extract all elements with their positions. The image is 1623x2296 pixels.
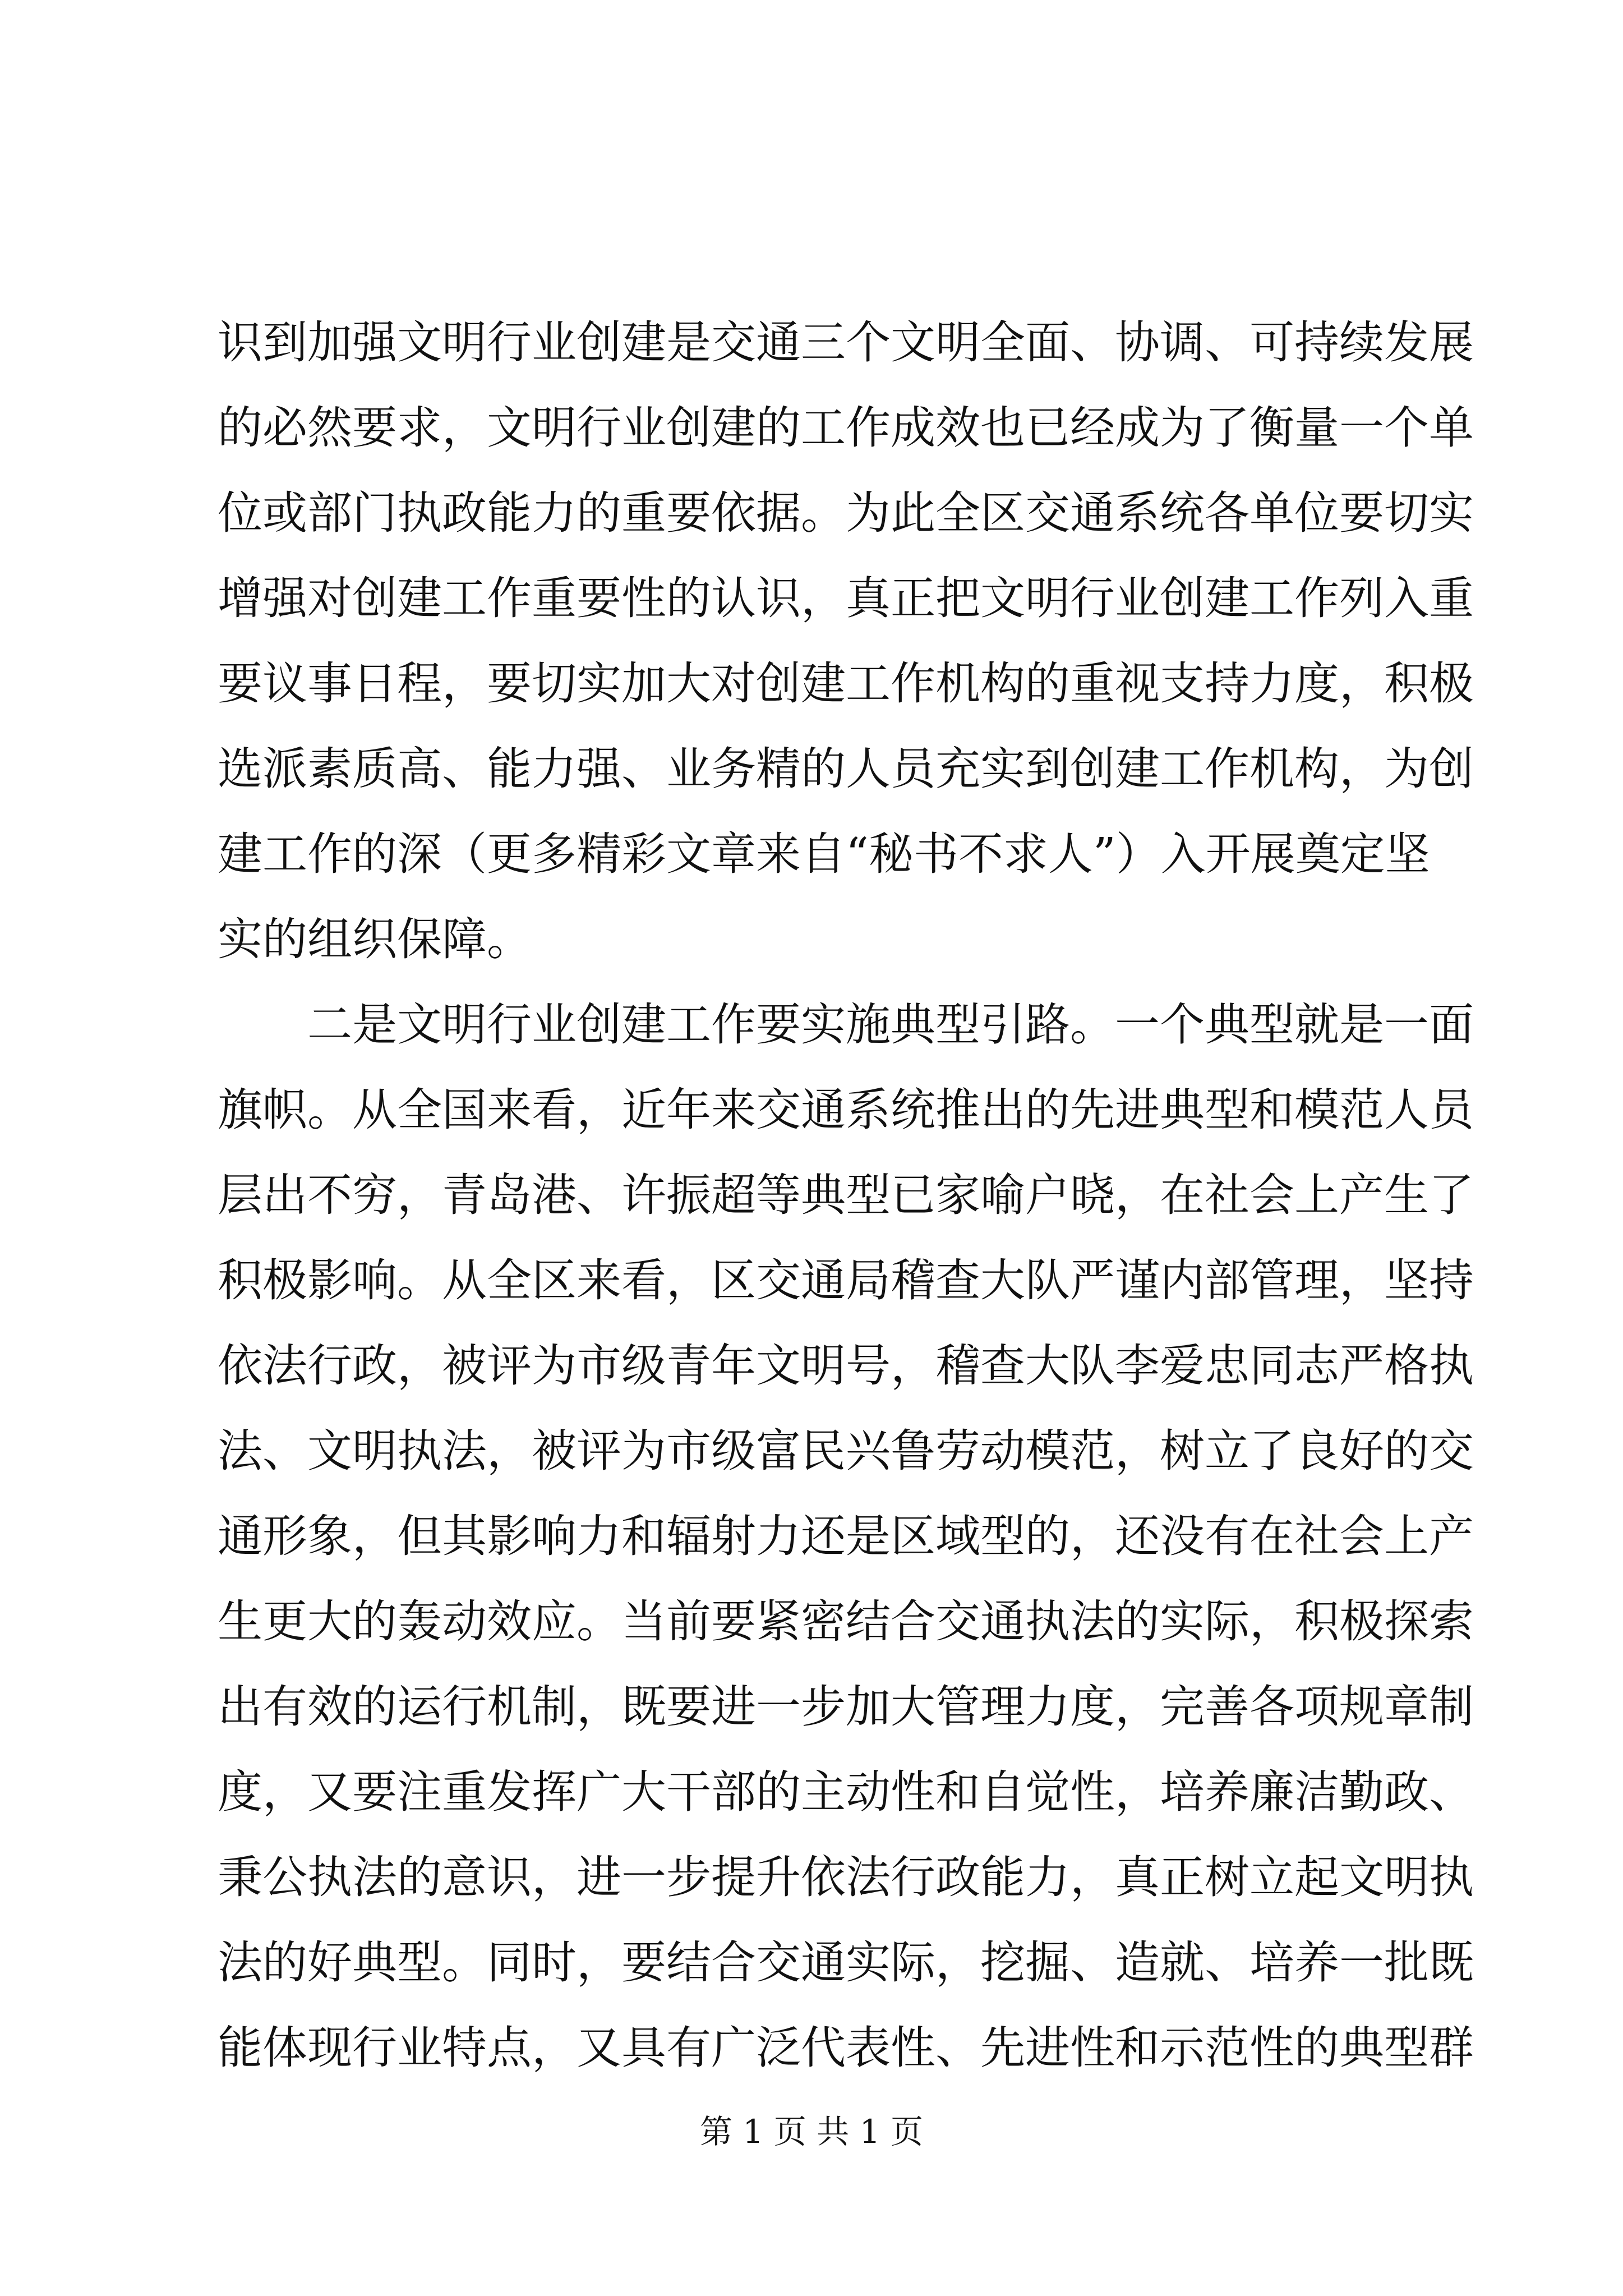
text-line: 生更大的轰动效应。当前要紧密结合交通执法的实际，积极探索 [218, 1595, 1474, 1648]
text-line: 通形象，但其影响力和辐射力还是区域型的，还没有在社会上产 [218, 1510, 1474, 1562]
text-line: 实的组织保障。 [218, 913, 532, 965]
text-line: 层出不穷，青岛港、许振超等典型已家喻户晓，在社会上产生了 [218, 1169, 1474, 1221]
text-line: 选派素质高、能力强、业务精的人员充实到创建工作机构，为创 [218, 743, 1474, 795]
text-line: 依法行政，被评为市级青年文明号，稽查大队李爱忠同志严格执 [218, 1340, 1474, 1392]
text-line: 旗帜。从全国来看，近年来交通系统推出的先进典型和模范人员 [218, 1084, 1474, 1136]
text-line: 增强对创建工作重要性的认识，真正把文明行业创建工作列入重 [218, 572, 1474, 624]
text-line: 度，又要注重发挥广大干部的主动性和自觉性，培养廉洁勤政、 [218, 1766, 1474, 1818]
text-line: 的必然要求，文明行业创建的工作成效也已经成为了衡量一个单 [218, 402, 1474, 454]
text-line: 能体现行业特点，又具有广泛代表性、先进性和示范性的典型群 [218, 2022, 1474, 2074]
text-line: 秉公执法的意识，进一步提升依法行政能力，真正树立起文明执 [218, 1851, 1474, 1903]
text-line: 位或部门执政能力的重要依据。为此全区交通系统各单位要切实 [218, 487, 1474, 539]
text-line: 出有效的运行机制，既要进一步加大管理力度，完善各项规章制 [218, 1681, 1474, 1733]
page-number-footer: 第 1 页 共 1 页 [700, 2113, 923, 2151]
text-line: 积极影响。从全区来看，区交通局稽查大队严谨内部管理，坚持 [218, 1254, 1474, 1306]
text-line: 识到加强文明行业创建是交通三个文明全面、协调、可持续发展 [218, 316, 1474, 369]
text-line: 法的好典型。同时，要结合交通实际，挖掘、造就、培养一批既 [218, 1936, 1474, 1989]
text-line: 要议事日程，要切实加大对创建工作机构的重视支持力度，积极 [218, 657, 1474, 710]
document-body [218, 300, 1474, 2091]
paragraph-start-line: 二是文明行业创建工作要实施典型引路。一个典型就是一面 [307, 999, 1474, 1051]
text-line: 建工作的深（更多精彩文章来自“秘书不求人”）入开展奠定坚 [218, 828, 1430, 880]
text-line: 法、文明执法，被评为市级富民兴鲁劳动模范，树立了良好的交 [218, 1425, 1474, 1477]
